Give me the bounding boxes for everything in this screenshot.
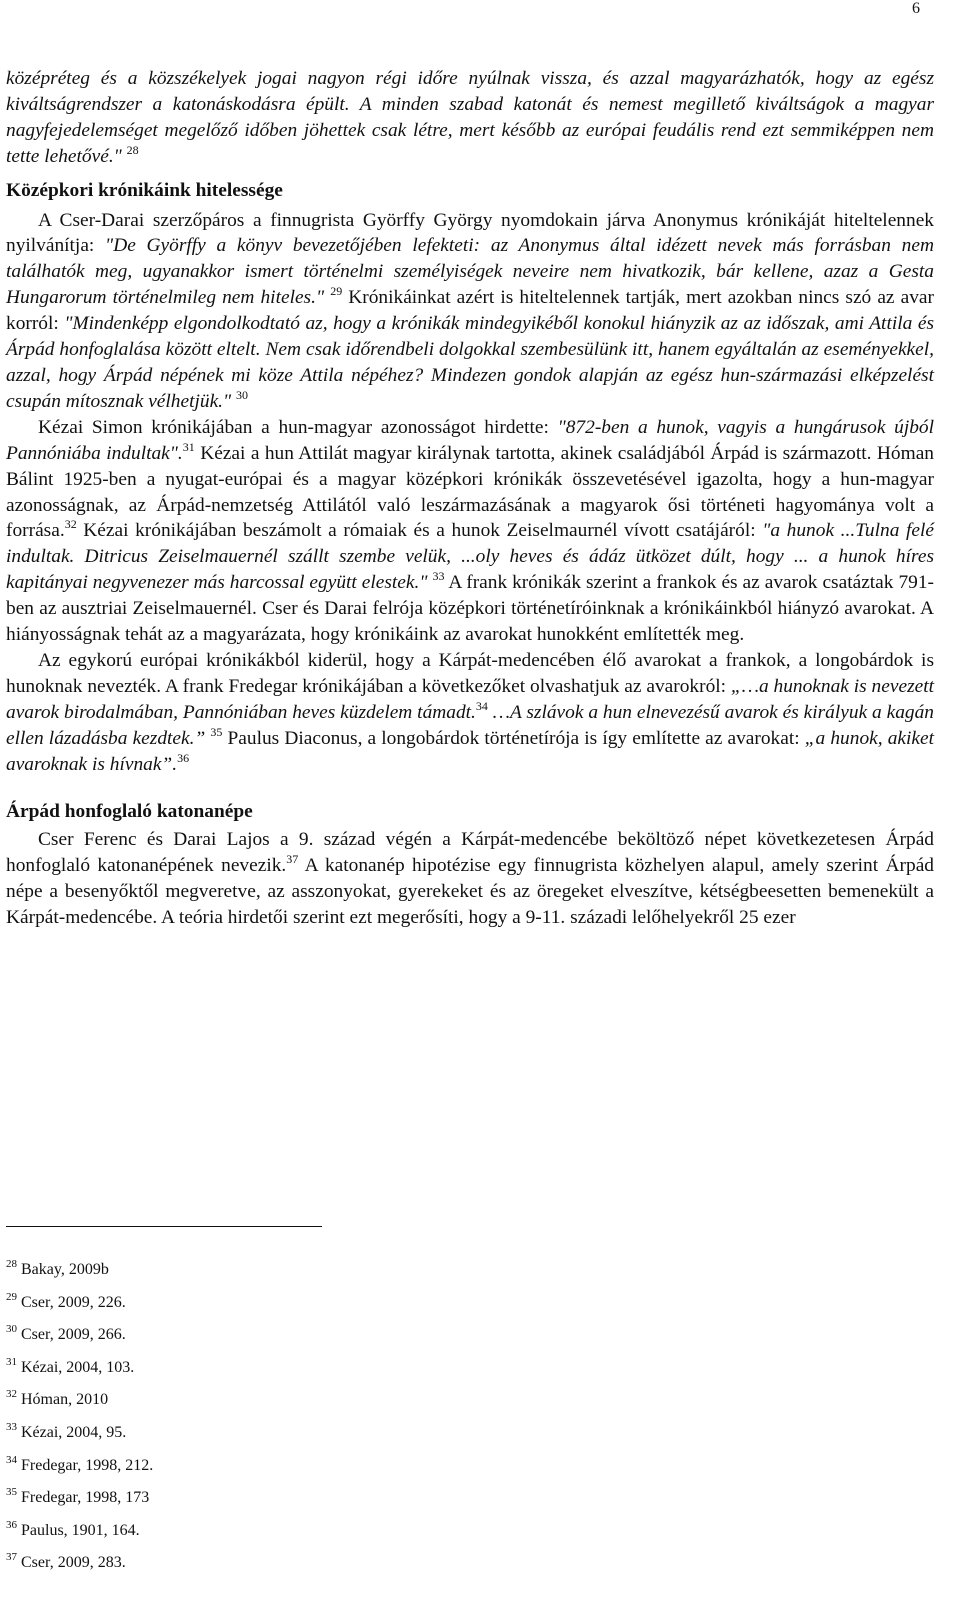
footnote (6, 1547, 606, 1580)
footnote-number: 36 (6, 1518, 17, 1531)
footnote-text: Cser, 2009, 226. (21, 1293, 126, 1311)
footnote (6, 1254, 606, 1287)
footnote (6, 1384, 606, 1417)
footnote-ref: 31 (182, 439, 195, 454)
paragraph-continuation (6, 66, 934, 170)
paragraph (6, 648, 934, 778)
text-run: Az egykorú európai krónikákból kiderül, hogy a Kárpát-medencében élő avarokat a frankok, a longobárdok is hunoknak nevezték. A frank Fredegar krónikájában a következőket olvashatjuk az avarokról: (6, 649, 934, 697)
footnote-text: Paulus, 1901, 164. (21, 1521, 140, 1539)
footnote (6, 1515, 606, 1548)
text-run: Kézai krónikájában beszámolt a rómaiak és a hunok Zeiselmaurnél vívott csatájáról: (76, 520, 763, 542)
footnote-separator (6, 1226, 322, 1227)
quote-text: középréteg és a közszékelyek jogai nagyon régi időre nyúlnak vissza, és azzal magyarázhatók, hogy az egész kiváltságrendszer a katonáskodásra épült. A minden szabad katonát és nemest megillető kiváltságok a magyar nagyfejedelemséget megelőző időben jöhettek csak létre, mert később az európai feudális rend ezt semmiképpen nem tette lehetővé." (6, 68, 934, 167)
footnote-text: Cser, 2009, 283. (21, 1554, 126, 1572)
text-run: Krónikáinkat azért is hiteltelennek tartják, mert azokban nincs szó az avar korról: (6, 287, 934, 335)
footnote (6, 1482, 606, 1515)
footnote-number: 31 (6, 1355, 17, 1368)
quote-text: "De Györffy a könyv bevezetőjében lefekteti: az Anonymus által idézett nevek más forrásban nem találhatók meg, ugyanakkor ismert történelmi személyiségek neveire nem hivatkozik, bár kellene, azaz a Gesta Hungarorum történelmileg nem hiteles." (6, 235, 934, 309)
paragraph (6, 208, 934, 415)
footnote-number: 37 (6, 1551, 17, 1564)
paragraph (6, 827, 934, 931)
footnote (6, 1319, 606, 1352)
footnote-text: Fredegar, 1998, 212. (21, 1456, 154, 1474)
footnote (6, 1417, 606, 1450)
quote-text: "Mindenképp elgondolkodtató az, hogy a krónikák mindegyikéből konokul hiányzik az az időszak, ami Attila és Árpád honfoglalása között eltelt. Nem csak időrendbeli dolgokkal szembesülünk itt, hanem egyáltalán az eseményekkel, azzal, hogy Árpád népének mi köze Attila népéhez? Mindezen gondok alapján az egész hun-származási elképzelést csupán mítosznak vélhetjük." (6, 313, 935, 412)
footnote-text: Kézai, 2004, 103. (21, 1358, 135, 1376)
footnote-ref: 29 (330, 284, 343, 299)
quote-text: "a hunok ...Tulna felé indultak. Ditricus Zeiselmauernél szállt szembe velük, ...oly heves és ádáz ütközet dúlt, hogy ... a hunok híres kapitányai negyvenezer más harcossal együtt elestek." (6, 520, 934, 594)
text-run: A Cser-Darai szerzőpáros a finnugrista Györffy György nyomdokain járva Anonymus krónikáját hiteltelennek nyilvánítja: (6, 209, 934, 257)
footnote-ref: 37 (286, 852, 299, 867)
footnote-ref: 33 (432, 569, 445, 584)
page-number: 6 (912, 0, 920, 17)
footnote-ref: 35 (210, 724, 223, 739)
quote-text: „…a hunoknak is nevezett avarok birodalmában, Pannóniában heves küzdelem támadt. (6, 675, 934, 723)
footnote-number: 33 (6, 1420, 17, 1433)
section-heading: Középkori krónikáink hitelessége (6, 179, 283, 201)
text-run: Cser Ferenc és Darai Lajos a 9. század végén a Kárpát-medencébe beköltöző népet következetesen Árpád honfoglaló katonanépének nevezik. (6, 829, 934, 877)
footnote-ref: 34 (475, 698, 488, 713)
footnote-text: Cser, 2009, 266. (21, 1326, 126, 1344)
text-run: Kézai a hun Attilát magyar királynak tartotta, akinek családjából Árpád is származott. Hóman Bálint 1925-ben a nyugat-európai és a magyar középkori krónikák összevetésével igazolta, hogy a hun-magyar azonosságnak, az Árpád-nemzetség Attilától való leszármazásának a magyarok ősi történeti hagyománya volt a forrása. (6, 442, 934, 542)
footnote-ref: 28 (126, 142, 139, 157)
text-run: A katonanép hipotézise egy finnugrista közhelyen alapul, amely szerint Árpád népe a besenyőktől megveretve, az asszonyokat, gyerekeket és az öregeket elveszítve, kétségbeesetten bemenekült a Kárpát-medencébe. A teória hirdetői szerint ezt megerősíti, hogy a 9-11. századi lelőhelyekről 25 ezer (6, 855, 934, 929)
footnote-ref: 32 (64, 517, 77, 532)
footnote-text: Bakay, 2009b (21, 1261, 109, 1278)
text-run: Paulus Diaconus, a longobárdok történetírója is így említette az avarokat: (222, 727, 805, 749)
footnote (6, 1450, 606, 1483)
body-text (6, 66, 934, 931)
footnote-number: 32 (6, 1388, 17, 1401)
footnote-number: 34 (6, 1453, 17, 1466)
quote-text: "872-ben a hunok, vagyis a hungárusok újból Pannóniába indultak". (6, 416, 935, 464)
section-heading: Árpád honfoglaló katonanépe (6, 801, 253, 823)
footnote (6, 1352, 606, 1385)
footnote-number: 35 (6, 1486, 17, 1499)
footnote-ref: 30 (236, 387, 249, 402)
footnotes (6, 1254, 606, 1580)
footnote-number: 28 (6, 1258, 17, 1270)
quote-text: …A szlávok a hun elnevezésű avarok és királyuk a kagán ellen lázadásba kezdtek.” (6, 701, 934, 749)
text-run: Kézai Simon krónikájában a hun-magyar azonosságot hirdette: (38, 416, 558, 438)
text-run: A frank krónikák szerint a frankok és az avarok csatáztak 791-ben az ausztriai Zeiselmauernél. Cser és Darai felrója középkori történetíróinknak a krónikáinkból hiányzó avarokat. A hiányosságnak tehát az a magyarázata, hogy krónikáink az avarokat hunokként említették meg. (6, 572, 934, 646)
footnote-ref: 36 (177, 750, 190, 765)
footnote-text: Hóman, 2010 (21, 1391, 109, 1409)
footnote-number: 30 (6, 1323, 17, 1336)
footnote (6, 1287, 606, 1320)
footnote-text: Fredegar, 1998, 173 (21, 1489, 150, 1507)
footnote-number: 29 (6, 1290, 17, 1303)
footnote-text: Kézai, 2004, 95. (21, 1423, 127, 1441)
quote-text: „a hunok, akiket avaroknak is hívnak”. (6, 727, 935, 775)
paragraph (6, 415, 934, 648)
